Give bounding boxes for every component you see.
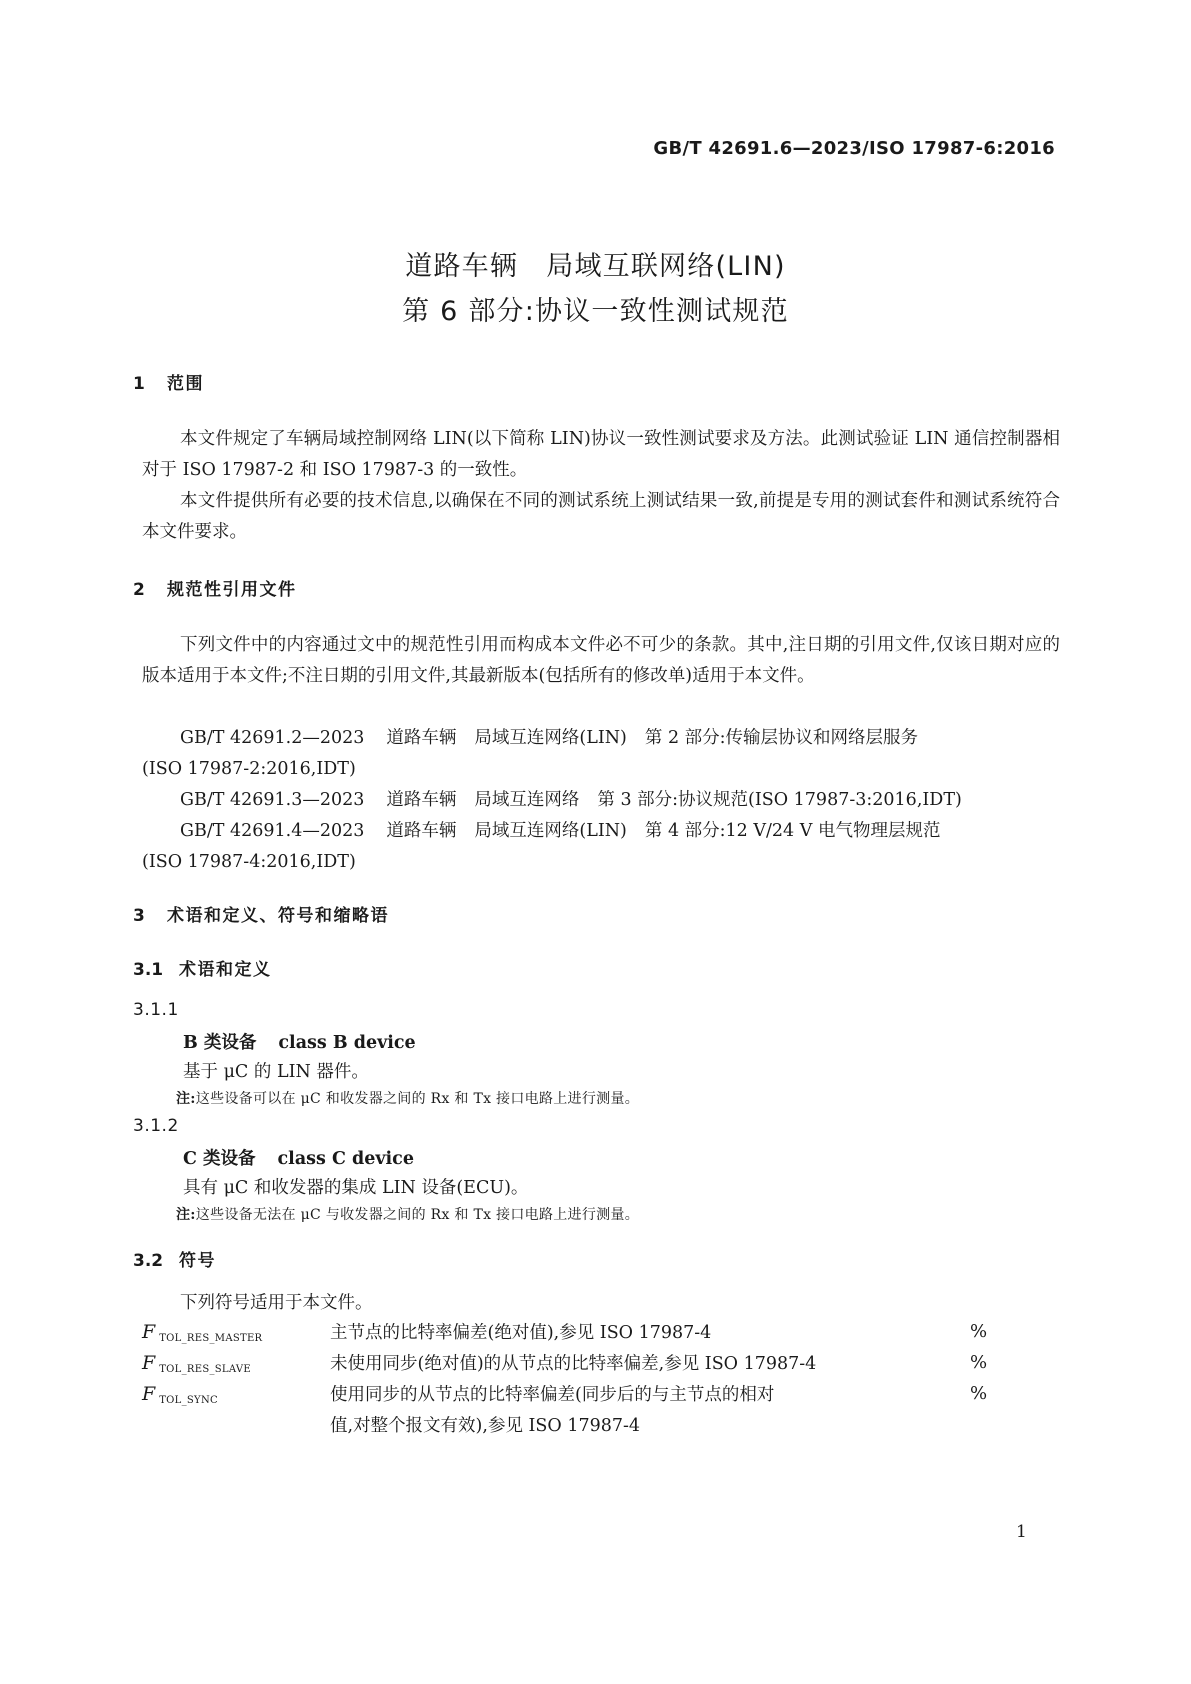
section-number: 1 xyxy=(133,374,145,394)
reference-entry xyxy=(142,785,1060,816)
section-title: 规范性引用文件 xyxy=(167,580,297,600)
note-label: 注: xyxy=(176,1091,196,1107)
term-note xyxy=(176,1204,639,1224)
document-title-line1: 道路车辆 局域互联网络(LIN) xyxy=(405,251,786,282)
reference-entry xyxy=(142,723,1060,754)
term-en: class B device xyxy=(278,1033,416,1053)
subsection-heading-symbols xyxy=(133,1246,216,1271)
reference-code: GB/T 42691.4—2023 xyxy=(180,821,365,841)
document-number: GB/T 42691.6—2023/ISO 17987-6:2016 xyxy=(653,138,1055,159)
term-heading xyxy=(183,1145,414,1170)
subsection-title: 符号 xyxy=(179,1251,216,1271)
symbol-letter: F xyxy=(142,1321,156,1343)
symbol-unit: % xyxy=(970,1383,988,1404)
reference-title-part: 第 4 部分:12 V/24 V 电气物理层规范 xyxy=(644,821,941,841)
scope-paragraph: 本文件提供所有必要的技术信息,以确保在不同的测试系统上测试结果一致,前提是专用的测试套件和测试系统符合本文件要求。 xyxy=(142,491,1060,542)
symbol-subscript: TOL_RES_SLAVE xyxy=(159,1364,252,1375)
symbol-description: 主节点的比特率偏差(绝对值),参见 ISO 17987-4 xyxy=(330,1323,712,1343)
reference-title-part: 局域互连网络(LIN) xyxy=(474,728,627,748)
term-number: 3.1.1 xyxy=(133,1000,179,1020)
reference-title-part: 道路车辆 xyxy=(386,821,457,841)
reference-title-part: 道路车辆 xyxy=(386,728,457,748)
symbol-description: 使用同步的从节点的比特率偏差(同步后的与主节点的相对 xyxy=(330,1385,775,1405)
reference-title-part: 局域互连网络 xyxy=(474,790,580,810)
reference-title-part: 道路车辆 xyxy=(386,790,457,810)
symbol-letter: F xyxy=(142,1352,156,1374)
section-number: 3 xyxy=(133,906,145,926)
symbol-name xyxy=(142,1352,251,1375)
section-heading-normative-references xyxy=(133,575,297,600)
term-number: 3.1.2 xyxy=(133,1116,179,1136)
term-note xyxy=(176,1088,639,1108)
term-zh: B 类设备 xyxy=(183,1033,257,1053)
subsection-heading-terms xyxy=(133,955,272,980)
symbol-subscript: TOL_SYNC xyxy=(159,1395,218,1406)
document-title-line2: 第 6 部分:协议一致性测试规范 xyxy=(402,296,789,327)
subsection-title: 术语和定义 xyxy=(179,960,272,980)
section-title: 术语和定义、符号和缩略语 xyxy=(167,906,389,926)
reference-entry xyxy=(142,816,1060,847)
section-number: 2 xyxy=(133,580,145,600)
section-title: 范围 xyxy=(167,374,204,394)
symbols-intro: 下列符号适用于本文件。 xyxy=(180,1293,373,1313)
subsection-number: 3.1 xyxy=(133,960,164,980)
reference-title-part: 第 3 部分:协议规范(ISO 17987-3:2016,IDT) xyxy=(597,790,962,810)
reference-continuation: (ISO 17987-2:2016,IDT) xyxy=(142,759,356,779)
section-heading-scope xyxy=(133,369,204,394)
symbol-name xyxy=(142,1383,218,1406)
symbol-unit: % xyxy=(970,1321,988,1342)
scope-paragraph: 本文件规定了车辆局域控制网络 LIN(以下简称 LIN)协议一致性测试要求及方法。此测试验证 LIN 通信控制器相对于 ISO 17987-2 和 ISO 17987-3 的一致性。 xyxy=(142,429,1060,480)
term-definition: 具有 μC 和收发器的集成 LIN 设备(ECU)。 xyxy=(183,1178,529,1198)
symbol-subscript: TOL_RES_MASTER xyxy=(159,1333,263,1344)
subsection-number: 3.2 xyxy=(133,1251,164,1271)
term-heading xyxy=(183,1029,416,1054)
term-en: class C device xyxy=(277,1149,414,1169)
reference-code: GB/T 42691.3—2023 xyxy=(180,790,365,810)
section-heading-terms-symbols xyxy=(133,901,389,926)
symbol-description: 未使用同步(绝对值)的从节点的比特率偏差,参见 ISO 17987-4 xyxy=(330,1354,817,1374)
page-number: 1 xyxy=(1016,1522,1027,1542)
note-label: 注: xyxy=(176,1207,196,1223)
reference-code: GB/T 42691.2—2023 xyxy=(180,728,365,748)
reference-title-part: 第 2 部分:传输层协议和网络层服务 xyxy=(644,728,919,748)
symbol-description-continuation: 值,对整个报文有效),参见 ISO 17987-4 xyxy=(330,1416,641,1436)
symbol-unit: % xyxy=(970,1352,988,1373)
symbol-name xyxy=(142,1321,262,1344)
term-definition: 基于 μC 的 LIN 器件。 xyxy=(183,1062,369,1082)
note-text: 这些设备无法在 μC 与收发器之间的 Rx 和 Tx 接口电路上进行测量。 xyxy=(195,1207,640,1223)
reference-title-part: 局域互连网络(LIN) xyxy=(474,821,627,841)
symbol-letter: F xyxy=(142,1383,156,1405)
term-zh: C 类设备 xyxy=(183,1149,256,1169)
note-text: 这些设备可以在 μC 和收发器之间的 Rx 和 Tx 接口电路上进行测量。 xyxy=(195,1091,640,1107)
reference-continuation: (ISO 17987-4:2016,IDT) xyxy=(142,852,356,872)
references-intro-paragraph: 下列文件中的内容通过文中的规范性引用而构成本文件必不可少的条款。其中,注日期的引用文件,仅该日期对应的版本适用于本文件;不注日期的引用文件,其最新版本(包括所有的修改单)适用于本文件。 xyxy=(142,635,1060,686)
